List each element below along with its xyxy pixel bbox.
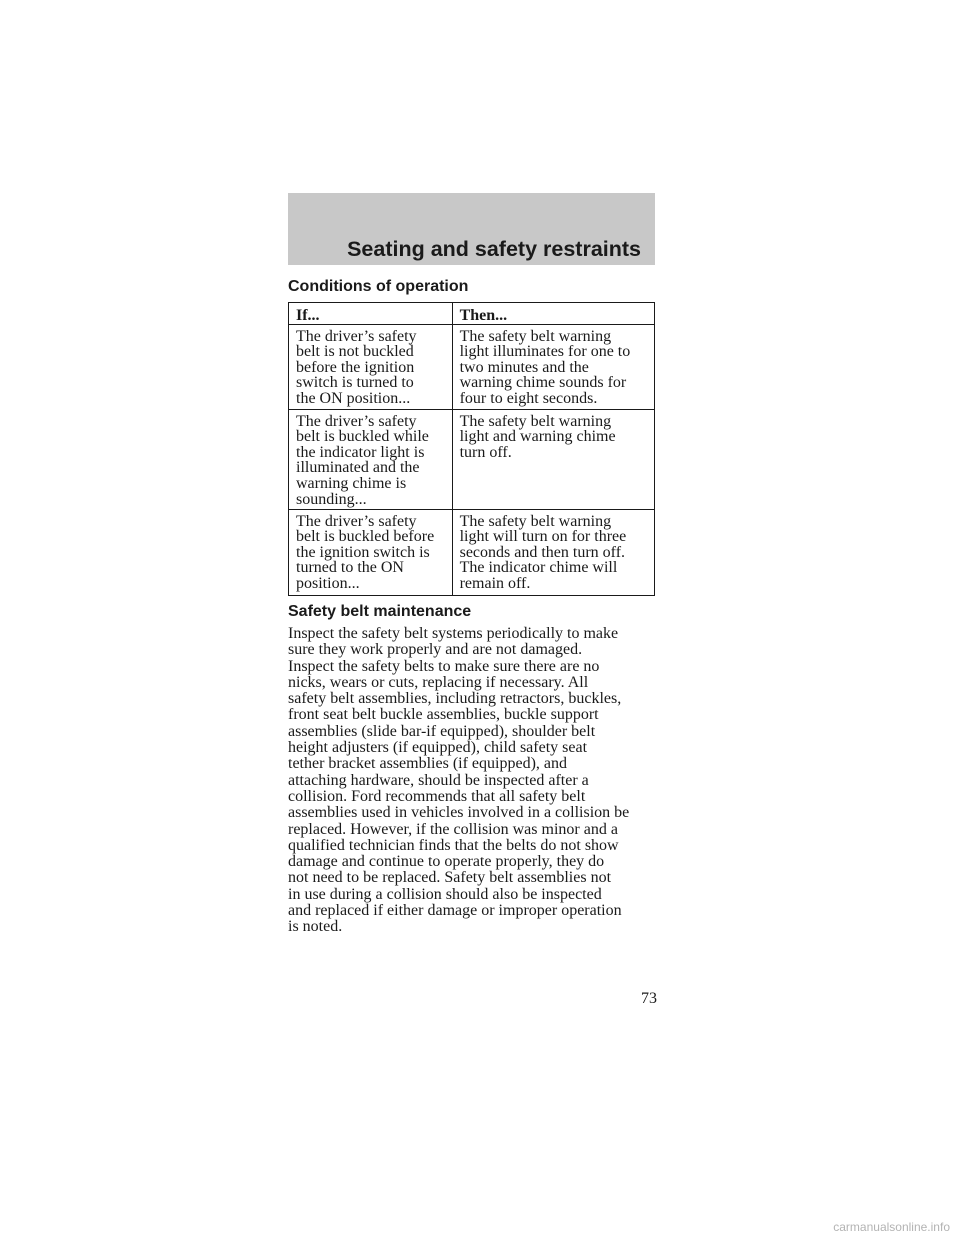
table-row xyxy=(289,409,655,509)
conditions-table xyxy=(288,302,655,596)
if-text: The driver’s safety belt is buckled before the ignition switch is turned to the ON position... xyxy=(296,512,435,592)
if-text: The driver’s safety belt is not buckled before the ignition switch is turned to the ON position... xyxy=(296,327,417,407)
if-cell xyxy=(289,509,453,595)
then-text: The safety belt warning light will turn on for three seconds and then turn off. The indicator chime will remain off. xyxy=(459,512,627,592)
then-cell xyxy=(452,509,654,595)
column-header-then: Then... xyxy=(452,303,654,325)
conditions-heading: Conditions of operation xyxy=(288,278,469,295)
table-row xyxy=(289,324,655,409)
maintenance-paragraph: Inspect the safety belt systems periodically to make sure they work properly and are not damaged. Inspect the safety belts to make sure there are no nicks, wears or cuts, replacing if necessary. All safety belt assemblies, including retractors, buckles, front seat belt buckle assemblies, buckle support assemblies (slide bar-if equipped), shoulder belt height adjusters (if equipped), child safety seat tether bracket assemblies (if equipped), and attaching hardware, should be inspected after a collision. Ford recommends that all safety belt assemblies used in vehicles involved in a collision be replaced. However, if the collision was minor and a qualified technician finds that the belts do not show damage and continue to operate properly, they do not need to be replaced. Safety belt assemblies not in use during a collision should also be inspected and replaced if either damage or improper operation is noted. xyxy=(288,625,630,936)
column-header-if: If... xyxy=(289,303,453,325)
if-cell xyxy=(289,324,453,409)
if-text: The driver’s safety belt is buckled while the indicator light is illuminated and the warning chime is sounding... xyxy=(296,412,429,508)
table-row xyxy=(289,509,655,595)
table-header-row xyxy=(289,303,655,325)
page-number: 73 xyxy=(641,990,657,1007)
watermark: carmanualsonline.info xyxy=(833,1220,950,1234)
section-header-band xyxy=(288,193,655,265)
then-cell xyxy=(452,324,654,409)
then-text: The safety belt warning light illuminates for one to two minutes and the warning chime sounds for four to eight seconds. xyxy=(459,327,631,407)
if-cell xyxy=(289,409,453,509)
then-cell xyxy=(452,409,654,509)
maintenance-heading: Safety belt maintenance xyxy=(288,603,472,620)
then-text: The safety belt warning light and warning chime turn off. xyxy=(459,412,616,461)
section-title: Seating and safety restraints xyxy=(347,237,641,261)
